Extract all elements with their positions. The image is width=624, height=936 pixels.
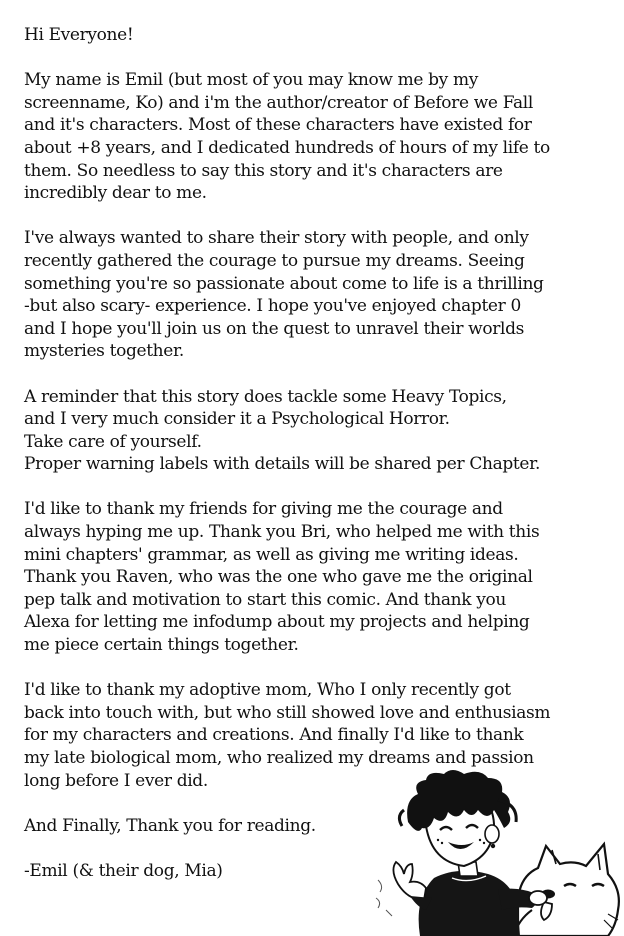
paragraph-story (24, 227, 614, 363)
text-line: incredibly dear to me. (24, 183, 207, 204)
text-line: Alexa for letting me infodump about my projects and helping (24, 612, 530, 633)
paragraph-gap (24, 47, 614, 70)
text-line: about +8 years, and I dedicated hundreds of hours of my life to (24, 137, 550, 158)
text-line: long before I ever did. (24, 770, 208, 791)
text-line: Take care of yourself. (24, 431, 202, 452)
text-line: and I hope you'll join us on the quest to unravel their worlds (24, 318, 525, 339)
text-line: I've always wanted to share their story with people, and only (24, 228, 529, 249)
text-line: always hyping me up. Thank you Bri, who helped me with this (24, 522, 540, 543)
text-line: My name is Emil (but most of you may know me by my (24, 70, 478, 91)
paragraph-gap (24, 205, 614, 228)
paragraph-content-warning (24, 386, 614, 476)
signature: -Emil (& their dog, Mia) (24, 860, 223, 881)
text-line: them. So needless to say this story and it's characters are (24, 160, 503, 181)
text-line: Proper warning labels with details will be shared per Chapter. (24, 454, 541, 475)
text-line: recently gathered the courage to pursue my dreams. Seeing (24, 250, 525, 271)
text-line: pep talk and motivation to start this comic. And thank you (24, 589, 507, 610)
text-line: mini chapters' grammar, as well as giving me writing ideas. (24, 544, 519, 565)
dog-icon (514, 844, 619, 936)
letter-body (24, 24, 614, 883)
closing-line: And Finally, Thank you for reading. (24, 815, 316, 836)
text-line: and it's characters. Most of these characters have existed for (24, 115, 532, 136)
greeting: Hi Everyone! (24, 25, 134, 45)
text-line: my late biological mom, who realized my dreams and passion (24, 748, 534, 768)
text-line: mysteries together. (24, 341, 184, 362)
paragraph-gap (24, 363, 614, 386)
text-line: and I very much consider it a Psychological Horror. (24, 409, 450, 430)
text-line: I'd like to thank my adoptive mom, Who I only recently got (24, 680, 511, 701)
paragraph-gap (24, 657, 614, 680)
text-line: screenname, Ko) and i'm the author/creator of Before we Fall (24, 92, 533, 113)
text-line: -but also scary- experience. I hope you've enjoyed chapter 0 (24, 296, 521, 317)
text-line: something you're so passionate about come to life is a thrilling (24, 273, 544, 294)
text-line: A reminder that this story does tackle some Heavy Topics, (24, 386, 507, 407)
text-line: Thank you Raven, who was the one who gave me the original (24, 567, 533, 588)
text-line: I'd like to thank my friends for giving me the courage and (24, 499, 503, 520)
paragraph-thanks-friends (24, 498, 614, 656)
text-line: back into touch with, but who still showed love and enthusiasm (24, 702, 551, 723)
text-line: me piece certain things together. (24, 635, 299, 656)
text-line: for my characters and creations. And finally I'd like to thank (24, 725, 524, 746)
author-and-dog-drawing-icon (368, 770, 624, 936)
paragraph-gap (24, 476, 614, 499)
paragraph-introduction (24, 69, 614, 205)
